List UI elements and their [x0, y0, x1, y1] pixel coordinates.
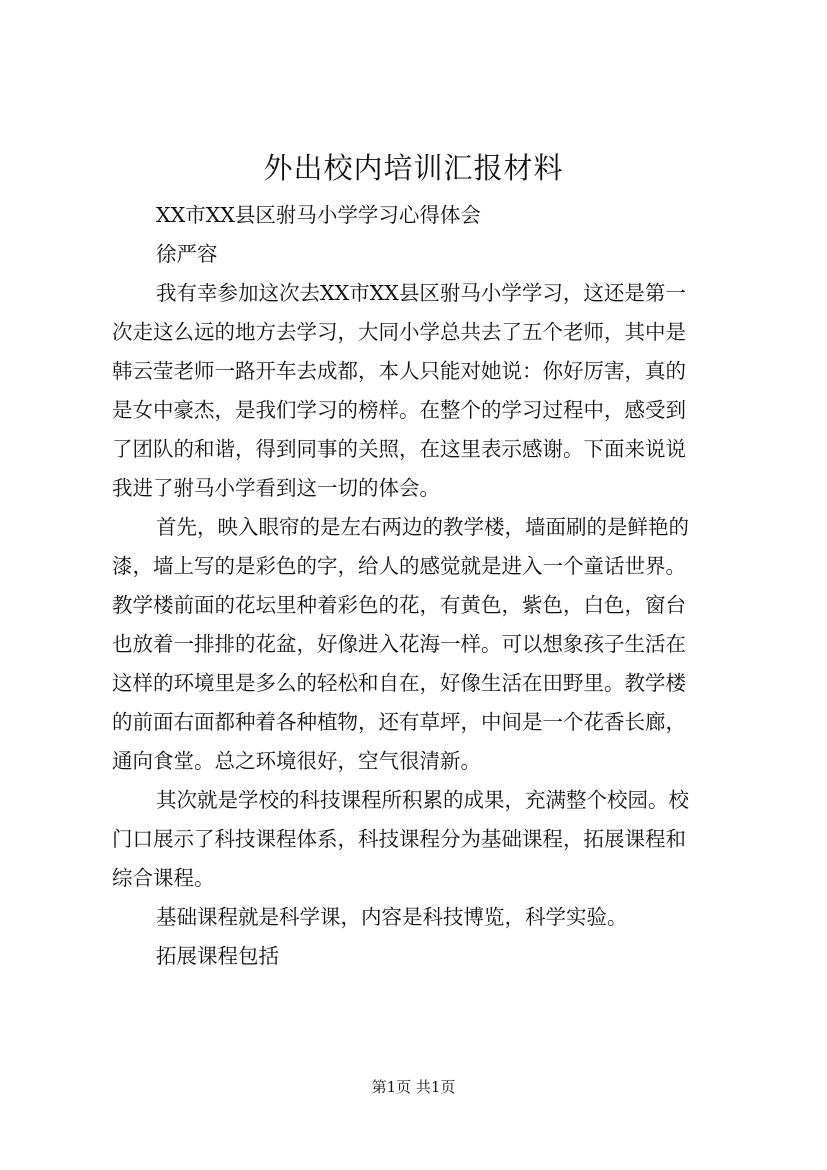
document-title: 外出校内培训汇报材料 — [263, 151, 564, 185]
body-line: 教学楼前面的花坛里种着彩色的花，有黄色，紫色，白色，窗台 — [112, 593, 686, 617]
body-line: 是女中豪杰，是我们学习的榜样。在整个的学习过程中，感受到 — [112, 398, 686, 422]
body-line: 基础课程就是科学课，内容是科技博览，科学实验。 — [156, 905, 628, 929]
body-line: 这样的环境里是多么的轻松和自在，好像生活在田野里。教学楼 — [112, 671, 686, 695]
subtitle-line: XX市XX县区驸马小学学习心得体会 — [156, 203, 481, 227]
page-number-footer: 第1页 共1页 — [371, 1078, 456, 1096]
document-body — [112, 196, 742, 976]
body-line: 其次就是学校的科技课程所积累的成果，充满整个校园。校 — [156, 788, 689, 812]
body-line: 了团队的和谐，得到同事的关照，在这里表示感谢。下面来说说 — [112, 437, 686, 461]
body-line: 综合课程。 — [112, 866, 215, 890]
body-line: 通向食堂。总之环境很好，空气很清新。 — [112, 749, 481, 773]
body-line: 我进了驸马小学看到这一切的体会。 — [112, 476, 440, 500]
body-line: 拓展课程包括 — [156, 944, 279, 968]
body-line: 门口展示了科技课程体系，科技课程分为基础课程，拓展课程和 — [112, 827, 686, 851]
author-line: 徐严容 — [156, 242, 218, 266]
body-line: 韩云莹老师一路开车去成都，本人只能对她说：你好厉害，真的 — [112, 359, 686, 383]
body-line: 次走这么远的地方去学习，大同小学总共去了五个老师，其中是 — [112, 320, 686, 344]
body-line: 首先，映入眼帘的是左右两边的教学楼，墙面刷的是鲜艳的 — [156, 515, 689, 539]
body-line: 我有幸参加这次去XX市XX县区驸马小学学习，这还是第一 — [156, 281, 686, 305]
body-line: 的前面右面都种着各种植物，还有草坪，中间是一个花香长廊， — [112, 710, 686, 734]
body-line: 漆，墙上写的是彩色的字，给人的感觉就是进入一个童话世界。 — [112, 554, 686, 578]
body-line: 也放着一排排的花盆，好像进入花海一样。可以想象孩子生活在 — [112, 632, 686, 656]
